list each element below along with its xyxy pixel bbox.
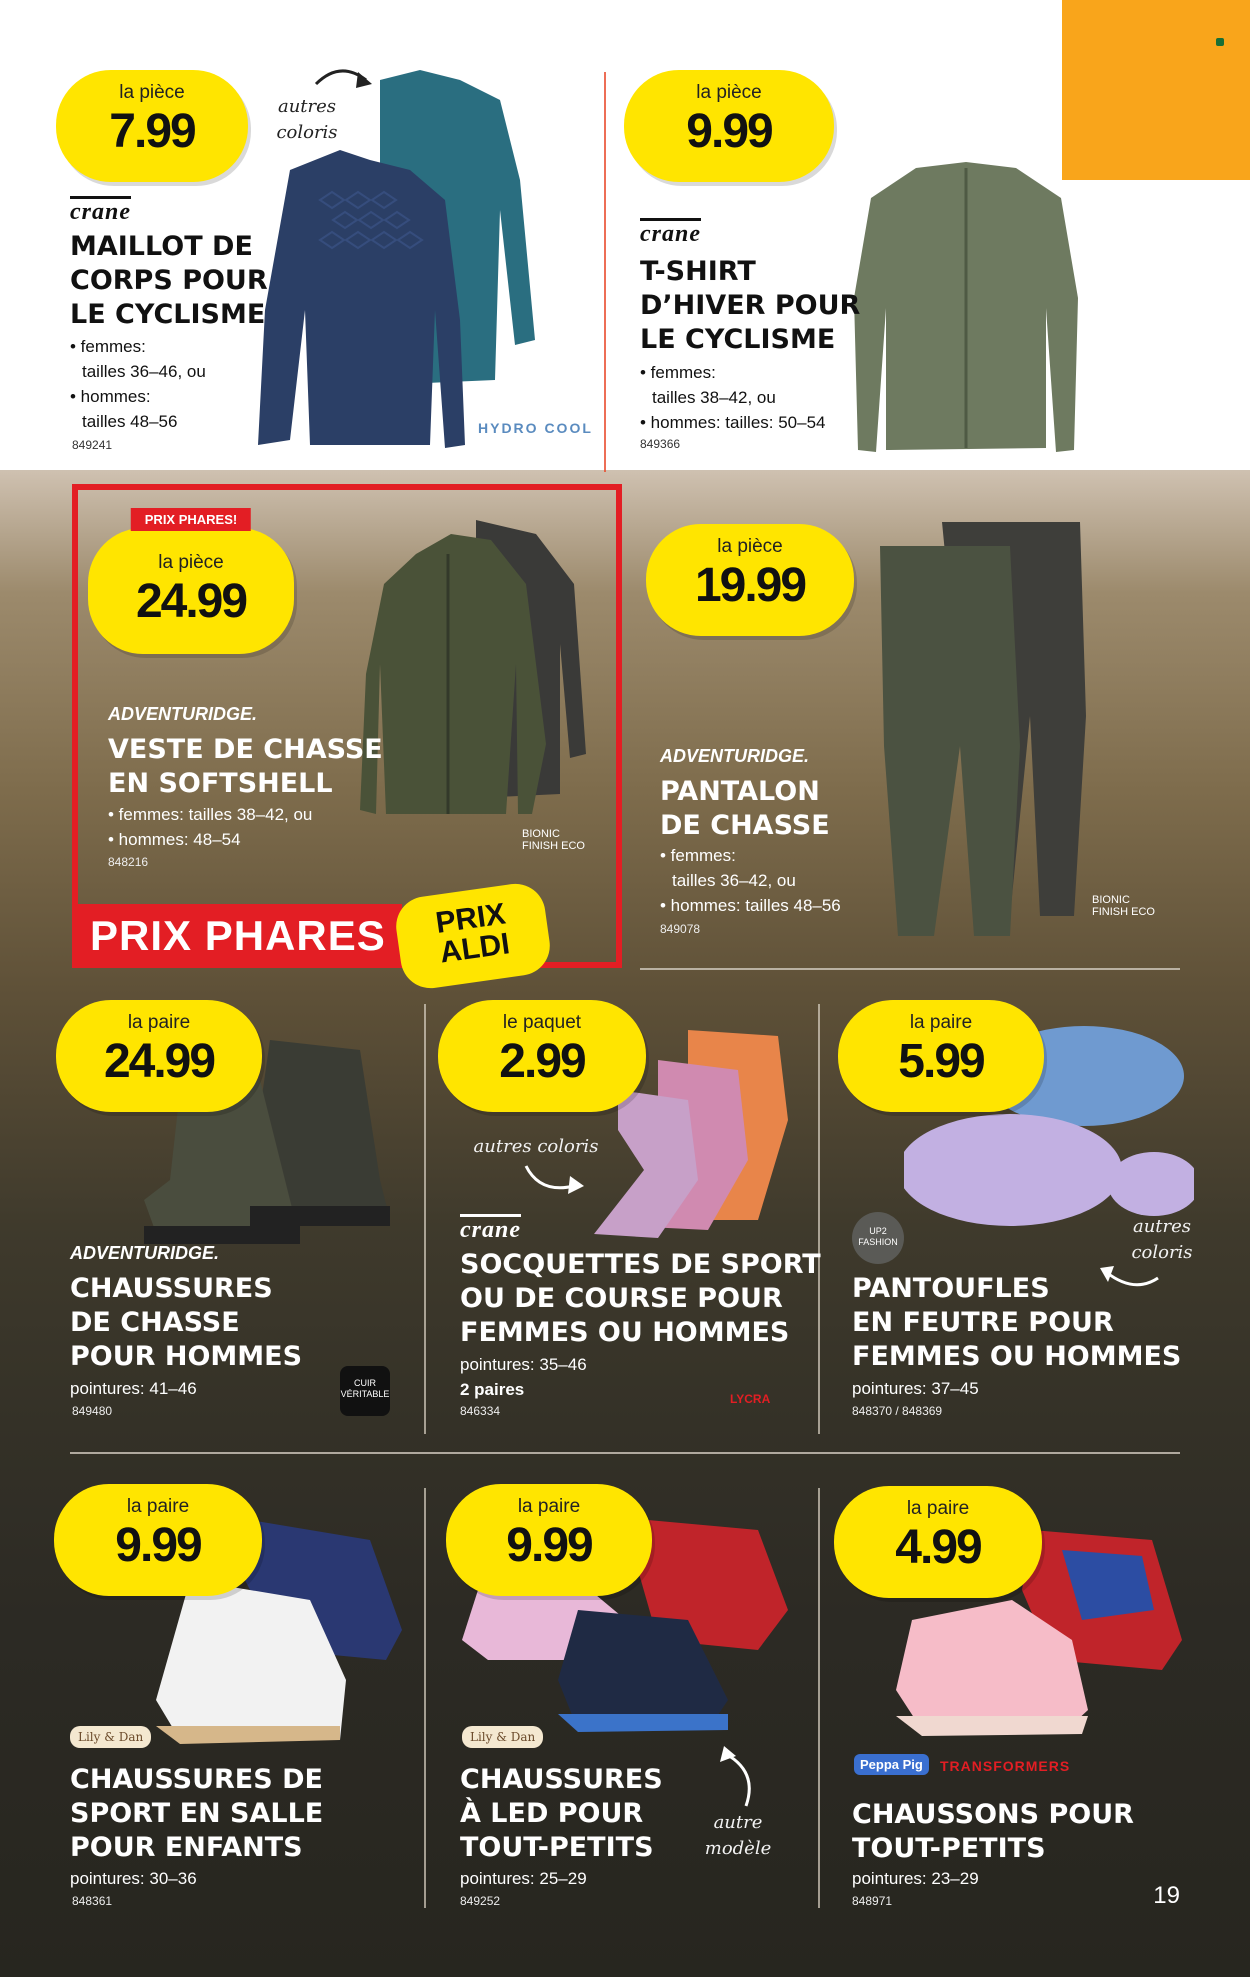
product-title — [70, 1763, 323, 1865]
curved-arrow-icon — [310, 64, 380, 104]
price-unit: la paire — [127, 1012, 191, 1033]
lily-and-dan-logo: Lily & Dan — [70, 1726, 151, 1748]
title-line: VESTE DE CHASSE — [108, 734, 383, 765]
title-line: EN SOFTSHELL — [108, 768, 333, 799]
price-badge — [56, 1000, 262, 1112]
prix-phares-tag: PRIX PHARES! — [131, 508, 251, 531]
brand-logo: crane — [460, 1214, 521, 1244]
brand-logo: ADVENTURIDGE. — [70, 1243, 220, 1263]
detail-line: tailles 36–42, ou — [672, 871, 796, 890]
article-code: 849078 — [660, 922, 701, 936]
lycra-logo: LYCRA — [730, 1392, 771, 1406]
price-value: 24.99 — [135, 575, 247, 628]
product-title — [640, 255, 860, 357]
peppa-pig-logo: Peppa Pig — [854, 1754, 929, 1775]
product-details — [460, 1352, 587, 1402]
detail-line: pointures: 25–29 — [460, 1869, 587, 1888]
detail-line: • hommes: — [70, 387, 151, 406]
price-badge — [834, 1486, 1042, 1598]
article-code: 848971 — [852, 1894, 893, 1908]
product-title — [460, 1763, 663, 1865]
article-code: 849480 — [72, 1404, 113, 1418]
product-details — [852, 1376, 979, 1401]
note-line: coloris — [1131, 1242, 1193, 1263]
product-details — [852, 1866, 979, 1891]
price-badge — [438, 1000, 646, 1112]
detail-line: pointures: 35–46 — [460, 1355, 587, 1374]
title-line: CHAUSSURES — [70, 1273, 273, 1304]
title-line: D’HIVER POUR — [640, 290, 861, 321]
article-code: 849252 — [460, 1894, 501, 1908]
divider-vertical — [818, 1004, 820, 1434]
detail-line: tailles 38–42, ou — [652, 388, 776, 407]
product-details — [70, 1866, 197, 1891]
article-code: 848370 / 848369 — [852, 1404, 943, 1418]
divider-vertical — [424, 1488, 426, 1908]
divider-horizontal — [640, 968, 1180, 970]
price-unit: la paire — [517, 1496, 581, 1517]
product-details — [108, 802, 312, 852]
product-details — [70, 1376, 197, 1401]
article-code: 849366 — [640, 437, 681, 451]
title-line: CORPS POUR — [70, 265, 268, 296]
price-value: 7.99 — [109, 105, 195, 158]
price-value: 19.99 — [694, 559, 806, 612]
title-line: CHAUSSURES DE — [70, 1764, 323, 1795]
price-badge — [88, 512, 294, 654]
transformers-logo: TRANSFORMERS — [940, 1758, 1071, 1774]
title-line: DE CHASSE — [70, 1307, 240, 1338]
title-line: TOUT-PETITS — [852, 1833, 1046, 1864]
price-unit: la pièce — [696, 82, 762, 103]
badge-line: ALDI — [437, 927, 512, 970]
curved-arrow-icon — [520, 1160, 590, 1200]
brand-logo: crane — [70, 196, 131, 226]
note-line: autres — [1132, 1216, 1192, 1237]
title-line: T-SHIRT — [640, 256, 756, 287]
title-line: À LED POUR — [460, 1798, 644, 1829]
price-unit: la pièce — [158, 552, 224, 573]
note-line: modèle — [704, 1838, 772, 1859]
bionic-finish-logo: BIONIC FINISH ECO — [522, 828, 585, 852]
detail-line: pointures: 37–45 — [852, 1379, 979, 1398]
price-badge — [56, 70, 248, 182]
product-title — [660, 775, 830, 843]
hydro-cool-logo: HYDRO COOL — [478, 420, 593, 436]
note-line: autres — [277, 96, 337, 117]
price-badge — [624, 70, 834, 182]
article-code: 848361 — [72, 1894, 113, 1908]
divider-vertical — [424, 1004, 426, 1434]
divider-vertical — [604, 72, 606, 472]
page-number: 19 — [1153, 1882, 1180, 1909]
price-unit: la pièce — [717, 536, 783, 557]
product-title — [852, 1798, 1134, 1866]
product-title — [460, 1248, 821, 1350]
price-badge — [838, 1000, 1044, 1112]
brand-logo: ADVENTURIDGE. — [660, 746, 810, 766]
bionic-finish-logo: BIONIC FINISH ECO — [1092, 894, 1155, 918]
title-line: OU DE COURSE POUR — [460, 1283, 783, 1314]
product-title — [70, 230, 268, 332]
product-details — [660, 843, 841, 918]
product-title — [70, 1272, 302, 1374]
other-colors-note — [466, 1134, 606, 1160]
detail-line: • hommes: tailles 48–56 — [660, 896, 841, 915]
prix-aldi-badge — [392, 880, 553, 992]
divider-vertical — [818, 1488, 820, 1908]
price-unit: la paire — [909, 1012, 973, 1033]
title-line: POUR ENFANTS — [70, 1832, 303, 1863]
price-badge — [646, 524, 854, 636]
up2-fashion-logo: UP2 FASHION — [852, 1212, 904, 1264]
title-line: LE CYCLISME — [640, 324, 836, 355]
detail-line: • femmes: — [660, 846, 736, 865]
product-details — [70, 334, 206, 434]
title-line: LE CYCLISME — [70, 299, 266, 330]
product-title — [852, 1272, 1181, 1374]
detail-line: pointures: 41–46 — [70, 1379, 197, 1398]
note-line: autre — [713, 1812, 763, 1833]
price-unit: la pièce — [119, 82, 185, 103]
title-line: MAILLOT DE — [70, 231, 253, 262]
winter-cycling-shirt-image — [846, 158, 1086, 458]
price-value: 9.99 — [506, 1519, 592, 1572]
detail-line: tailles 48–56 — [82, 412, 178, 431]
product-details — [460, 1866, 587, 1891]
detail-line: pointures: 30–36 — [70, 1869, 197, 1888]
badge-line: PRIX — [433, 897, 508, 940]
title-line: PANTOUFLES — [852, 1273, 1050, 1304]
detail-line: 2 paires — [460, 1380, 525, 1399]
other-model-note — [700, 1810, 776, 1862]
price-value: 9.99 — [115, 1519, 201, 1572]
price-value: 2.99 — [499, 1035, 585, 1088]
product-title — [108, 733, 383, 801]
price-badge — [446, 1484, 652, 1596]
title-line: DE CHASSE — [660, 810, 830, 841]
lily-and-dan-logo: Lily & Dan — [462, 1726, 543, 1748]
price-unit: le paquet — [502, 1012, 582, 1033]
product-details — [640, 360, 826, 435]
article-code: 849241 — [72, 438, 113, 452]
price-value: 24.99 — [103, 1035, 215, 1088]
orange-corner-tab — [1062, 0, 1250, 180]
article-code: 848216 — [108, 855, 149, 869]
title-line: SPORT EN SALLE — [70, 1798, 324, 1829]
title-line: POUR HOMMES — [70, 1341, 303, 1372]
divider-horizontal — [70, 1452, 1180, 1454]
title-line: FEMMES OU HOMMES — [852, 1341, 1182, 1372]
article-code: 846334 — [460, 1404, 501, 1418]
price-value: 4.99 — [895, 1521, 981, 1574]
price-badge — [54, 1484, 262, 1596]
title-line: PANTALON — [660, 776, 820, 807]
detail-line: • hommes: 48–54 — [108, 830, 241, 849]
tab-mark-icon — [1216, 38, 1224, 46]
detail-line: • hommes: tailles: 50–54 — [640, 413, 826, 432]
softshell-jacket-image — [356, 514, 596, 824]
price-unit: la paire — [906, 1498, 970, 1519]
hunting-trousers-image — [870, 516, 1090, 946]
detail-line: • femmes: tailles 38–42, ou — [108, 805, 313, 824]
price-value: 9.99 — [686, 105, 772, 158]
real-leather-icon: CUIR VÉRITABLE — [340, 1366, 390, 1416]
title-line: EN FEUTRE POUR — [852, 1307, 1114, 1338]
note-line: coloris — [276, 122, 338, 143]
title-line: CHAUSSURES — [460, 1764, 663, 1795]
price-value: 5.99 — [898, 1035, 984, 1088]
brand-logo: crane — [640, 218, 701, 248]
detail-line: tailles 36–46, ou — [82, 362, 206, 381]
detail-line: • femmes: — [70, 337, 146, 356]
detail-line: • femmes: — [640, 363, 716, 382]
detail-line: pointures: 23–29 — [852, 1869, 979, 1888]
title-line: SOCQUETTES DE SPORT — [460, 1249, 821, 1280]
curved-arrow-icon — [716, 1742, 766, 1812]
note-line: autres coloris — [473, 1136, 599, 1157]
price-unit: la paire — [126, 1496, 190, 1517]
title-line: CHAUSSONS POUR — [852, 1799, 1134, 1830]
brand-logo: ADVENTURIDGE. — [108, 704, 258, 724]
prix-phares-banner: PRIX PHARES — [72, 904, 402, 968]
title-line: FEMMES OU HOMMES — [460, 1317, 790, 1348]
title-line: TOUT-PETITS — [460, 1832, 654, 1863]
